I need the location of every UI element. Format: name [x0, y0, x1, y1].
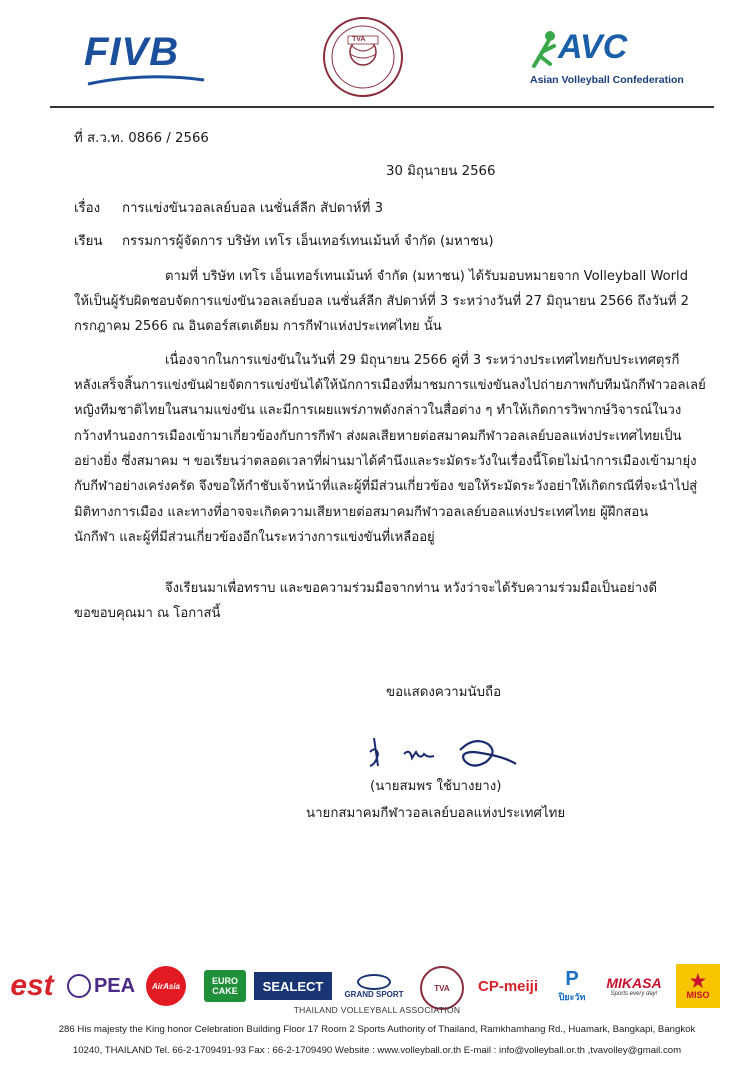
sponsor-miso-text: MISO	[686, 990, 710, 1000]
letter-date: 30 มิถุนายน 2566	[386, 164, 496, 179]
closing-salutation: ขอแสดงความนับถือ	[386, 685, 502, 700]
reference-number: ที่ ส.ว.ท. 0866 / 2566	[74, 131, 209, 146]
paragraph-1	[0, 268, 754, 334]
sponsor-mikasa-text: MIKASA	[606, 975, 662, 991]
address-line-1: 286 His majesty the King honor Celebration Building Floor 17 Room 2 Sports Authority of Thailand, Ramkhamhang Rd., Huamark, Bangkapi, Bangkok	[58, 1024, 696, 1035]
paragraph-line: ให้เป็นผู้รับผิดชอบจัดการแข่งขันวอลเลย์บอล เนชั่นส์ลีก สัปดาห์ที่ 3 ระหว่างวันที่ 27 มิถุนายน 2566 ถึงวันที่ 2	[74, 294, 690, 309]
sponsor-miso-logo	[676, 964, 720, 1008]
paragraph-line: กับกีฬาอย่างเคร่งครัด จึงขอให้กำชับเจ้าหน้าที่และผู้ที่มีส่วนเกี่ยวข้อง ขอให้ระมัดระวังอย่าให้เกิดกรณีที่จะนำไปสู่	[74, 479, 698, 494]
recipient-label: เรียน	[74, 234, 103, 249]
paragraph-line: ขอขอบคุณมา ณ โอกาสนี้	[74, 606, 221, 621]
tva-seal-text: TVA	[352, 36, 366, 43]
sponsor-est-logo: est	[10, 969, 54, 1002]
paragraph-line: จึงเรียนมาเพื่อทราบ และขอความร่วมมือจากท่าน หวังว่าจะได้รับความร่วมมือเป็นอย่างดี	[165, 581, 657, 596]
sponsor-tva-logo: TVA	[420, 966, 464, 1010]
paragraph-line: ตามที่ บริษัท เทโร เอ็นเทอร์เทนเม้นท์ จำกัด (มหาชน) ได้รับมอบหมายจาก Volleyball World	[165, 269, 689, 284]
header-divider	[50, 106, 714, 108]
paragraph-line: กรกฎาคม 2566 ณ อินดอร์สเตเดียม การกีฬาแห่งประเทศไทย นั้น	[74, 319, 442, 334]
avc-full-name: Asian Volleyball Confederation	[530, 74, 684, 86]
subject-text: การแข่งขันวอลเลย์บอล เนชั่นส์ลีก สัปดาห์ที่ 3	[122, 201, 384, 216]
recipient-text: กรรมการผู้จัดการ บริษัท เทโร เอ็นเทอร์เทนเม้นท์ จำกัด (มหาชน)	[122, 234, 494, 249]
subject-label: เรื่อง	[74, 201, 101, 216]
miso-star-icon: ★	[689, 971, 707, 991]
grandsport-emblem-icon	[357, 974, 391, 990]
player-figure-icon	[530, 30, 560, 70]
sponsor-pea-text: PEA	[93, 974, 136, 997]
sponsor-mikasa-logo	[600, 970, 668, 1002]
sponsor-cpmeiji-logo: CP-meiji	[477, 977, 538, 995]
association-name: THAILAND VOLLEYBALL ASSOCIATION	[293, 1005, 461, 1015]
mikasa-tagline: Sports every day!	[610, 991, 658, 997]
sponsor-bar	[0, 962, 754, 1010]
pea-emblem-icon	[67, 974, 91, 998]
sponsor-eurocake-logo: EURO CAKE	[204, 970, 246, 1002]
sponsor-sealect-logo: SEALECT	[254, 972, 332, 1000]
avc-logo-text: AVC	[558, 28, 628, 66]
paragraph-line: กว้างทำนองการเมืองเข้ามาเกี่ยวข้องกับการกีฬา ส่งผลเสียหายต่อสมาคมกีฬาวอลเลย์บอลแห่งประเทศไทยเป็น	[74, 429, 682, 444]
address-line-2: 10240, THAILAND Tel. 66-2-1709491-93 Fax : 66-2-1709490 Website : www.volleyball.or.th E-mail : info@volleyball.or.th ,tvavolley@gmail.com	[72, 1045, 682, 1056]
paragraph-3	[0, 580, 754, 620]
piyawat-emblem-icon: P	[565, 968, 579, 990]
paragraph-line: หลังเสร็จสิ้นการแข่งขันฝ่ายจัดการแข่งขันได้ให้นักการเมืองที่มาชมการแข่งขันลงไปถ่ายภาพกับทีมนักกีฬาวอลเลย์	[74, 378, 706, 393]
paragraph-line: นักกีฬา และผู้ที่มีส่วนเกี่ยวข้องอีกในระหว่างการแข่งขันที่เหลืออยู่	[74, 530, 435, 545]
signer-name: (นายสมพร ใช้บางยาง)	[370, 779, 502, 794]
tva-seal-logo	[322, 16, 404, 98]
paragraph-line: อย่างยิ่ง ซึ่งสมาคม ฯ ขอเรียนว่าตลอดเวลาที่ผ่านมาได้คำนึงและระมัดระวังในเรื่องนี้โดยไม่นำการเมืองเข้ามายุ่ง	[74, 454, 697, 469]
paragraph-line: มิติทางการเมือง และทางที่อาจจะเกิดความเสียหายต่อสมาคมกีฬาวอลเลย์บอลแห่งประเทศไทย ผู้ฝึกสอน	[74, 505, 649, 520]
tva-seal-icon	[322, 16, 404, 98]
paragraph-2	[0, 352, 754, 562]
sponsor-airasia-logo: AirAsia	[146, 966, 186, 1006]
fivb-logo	[84, 30, 208, 90]
sponsor-grandsport-logo	[338, 968, 410, 1004]
fivb-swoosh-icon	[84, 74, 208, 88]
avc-logo	[530, 28, 690, 88]
sponsor-pea-logo	[62, 972, 140, 1000]
signer-title: นายกสมาคมกีฬาวอลเลย์บอลแห่งประเทศไทย	[306, 806, 566, 821]
signature-image	[364, 730, 524, 780]
paragraph-line: หญิงทีมชาติไทยในสนามแข่งขัน และมีการเผยแพร่ภาพดังกล่าวในสื่อต่าง ๆ ทำให้เกิดการวิพากษ์วิจารณ์ในวง	[74, 403, 682, 418]
paragraph-line: เนื่องจากในการแข่งขันในวันที่ 29 มิถุนายน 2566 คู่ที่ 3 ระหว่างประเทศไทยกับประเทศตุรกี	[165, 353, 680, 368]
sponsor-piyawat-logo	[552, 966, 592, 1006]
sponsor-piyawat-text: ปิยะวัท	[558, 992, 586, 1002]
fivb-logo-text: FIVB	[84, 30, 180, 74]
sponsor-grandsport-text: GRAND SPORT	[344, 989, 404, 999]
